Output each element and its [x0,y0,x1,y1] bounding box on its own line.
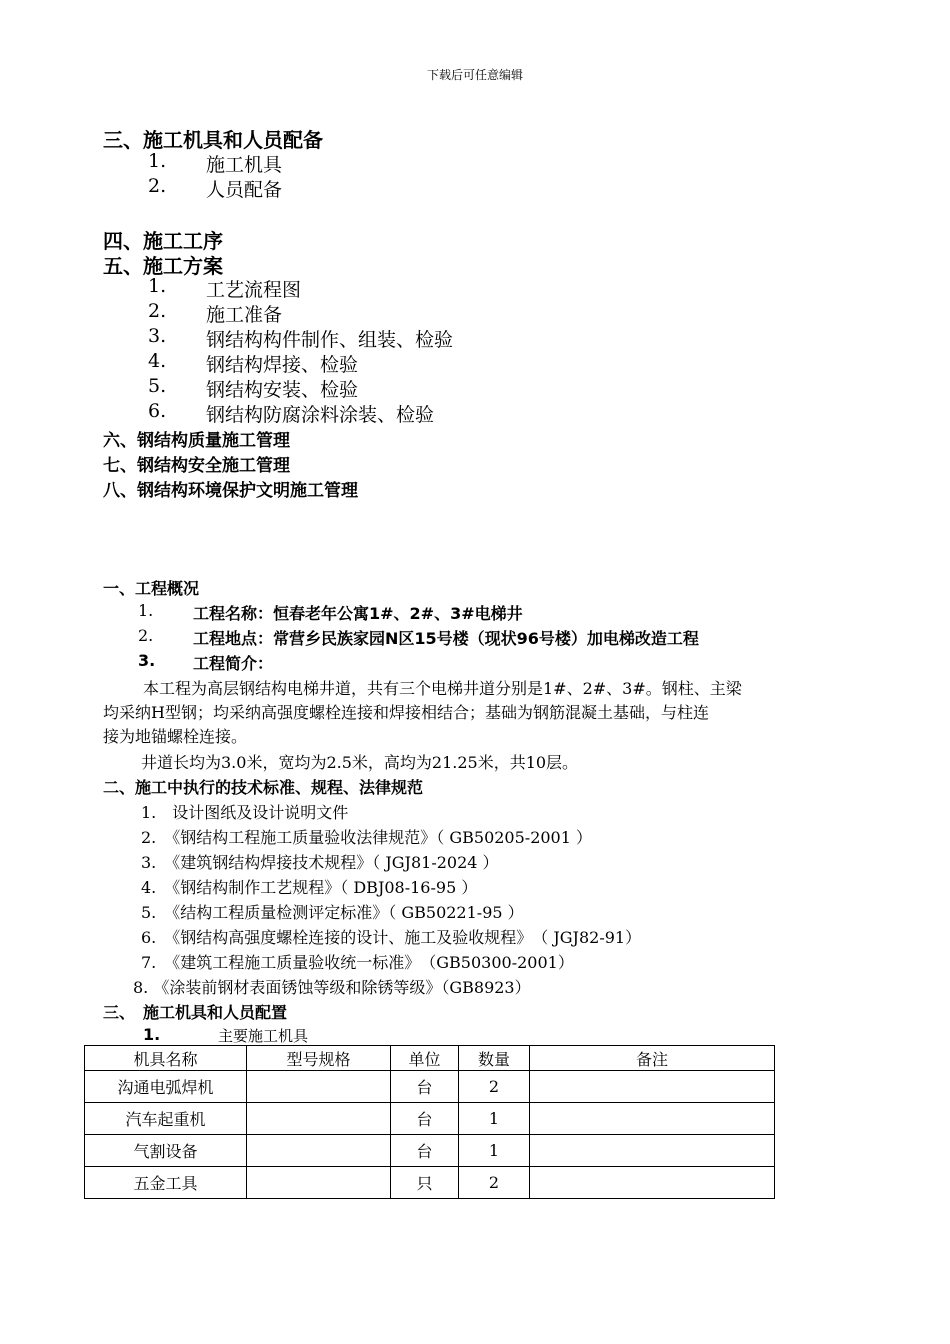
toc-item: 钢结构防腐涂料涂装、检验 [206,404,435,426]
shaft-dimensions: 井道长均为3.0米，宽均为2.5米，高均为21.25米，共10层。 [141,753,579,772]
toc-section-3: 三、施工机具和人员配备 [103,128,323,152]
standard-item: 6. 《钢结构高强度螺栓连接的设计、施工及验收规程》 （ JGJ82-91） [141,928,642,947]
project-location: 工程地点：常营乡民族家园N区15号楼（现状96号楼）加电梯改造工程 [193,629,699,648]
table-cell [247,1167,391,1199]
standard-item: 1. 设计图纸及设计说明文件 [141,803,349,822]
machinery-sub-number: 1. [143,1025,161,1044]
toc-item-number: 6. [148,400,167,422]
overview-item-number: 3. [138,651,156,670]
toc-item-number: 5. [148,375,167,397]
toc-section-7: 七、钢结构安全施工管理 [103,456,290,476]
column-header: 型号规格 [247,1046,391,1071]
machinery-table [84,1045,775,1199]
overview-title: 一、工程概况 [103,579,200,598]
table-cell: 只 [391,1167,459,1199]
toc-item-number: 1. [148,150,167,172]
table-row [85,1103,775,1135]
standards-title: 二、施工中执行的技术标准、规程、法律规范 [103,778,424,797]
overview-item-number: 1. [138,601,154,620]
table-cell: 汽车起重机 [85,1103,247,1135]
table-cell: 1 [459,1103,530,1135]
table-header-row [85,1046,775,1071]
standard-item: 7. 《建筑工程施工质量验收统一标准》 （GB50300-2001） [141,953,574,972]
table-cell: 2 [459,1167,530,1199]
table-cell: 台 [391,1135,459,1167]
table-cell: 气割设备 [85,1135,247,1167]
table-cell: 沟通电弧焊机 [85,1071,247,1103]
machinery-title: 三、 施工机具和人员配置 [103,1003,288,1022]
table-cell [247,1071,391,1103]
project-intro-label: 工程简介： [193,654,274,673]
table-cell [247,1103,391,1135]
column-header: 数量 [459,1046,530,1071]
toc-item: 钢结构焊接、检验 [206,354,359,376]
table-cell: 台 [391,1103,459,1135]
intro-paragraph-line: 均采纳H型钢；均采纳高强度螺栓连接和焊接相结合；基础为钢筋混凝土基础，与柱连 [103,703,709,722]
toc-item: 钢结构安装、检验 [206,379,359,401]
table-cell: 1 [459,1135,530,1167]
column-header: 备注 [530,1046,775,1071]
intro-paragraph-line: 接为地锚螺栓连接。 [103,727,248,746]
table-row [85,1135,775,1167]
toc-item: 施工准备 [206,304,283,326]
standard-item: 3. 《建筑钢结构焊接技术规程》（ JGJ81-2024 ） [141,853,499,872]
column-header: 单位 [391,1046,459,1071]
intro-paragraph-line: 本工程为高层钢结构电梯井道，共有三个电梯井道分别是1#、2#、3#。钢柱、主梁 [143,679,742,698]
table-cell: 五金工具 [85,1167,247,1199]
toc-section-6: 六、钢结构质量施工管理 [103,431,290,451]
toc-item-number: 2. [148,300,167,322]
standard-item: 4. 《钢结构制作工艺规程》（ DBJ08-16-95 ） [141,878,478,897]
table-row [85,1167,775,1199]
toc-item: 钢结构构件制作、组装、检验 [206,329,454,351]
machinery-sub-title: 主要施工机具 [218,1027,309,1045]
overview-item-number: 2. [138,626,154,645]
table-cell [530,1103,775,1135]
page-header: 下载后可任意编辑 [426,68,523,82]
toc-item-number: 2. [148,175,167,197]
standard-item: 5. 《结构工程质量检测评定标准》（ GB50221-95 ） [141,903,524,922]
toc-section-5: 五、施工方案 [103,254,223,278]
toc-item: 工艺流程图 [206,279,302,301]
toc-item: 人员配备 [206,179,283,201]
toc-section-8: 八、钢结构环境保护文明施工管理 [103,481,358,501]
project-name: 工程名称：恒春老年公寓1#、2#、3#电梯井 [193,604,523,623]
table-cell: 台 [391,1071,459,1103]
column-header: 机具名称 [85,1046,247,1071]
table-cell [247,1135,391,1167]
toc-item-number: 4. [148,350,167,372]
standard-item: 2. 《钢结构工程施工质量验收法律规范》（ GB50205-2001 ） [141,828,593,847]
table-cell [530,1071,775,1103]
toc-item-number: 3. [148,325,167,347]
toc-item-number: 1. [148,275,167,297]
standard-item: 8. 《涂装前钢材表面锈蚀等级和除锈等级》（GB8923） [133,978,531,997]
table-cell: 2 [459,1071,530,1103]
table-row [85,1071,775,1103]
table-cell [530,1167,775,1199]
toc-item: 施工机具 [206,154,283,176]
table-cell [530,1135,775,1167]
toc-section-4: 四、施工工序 [103,229,223,253]
